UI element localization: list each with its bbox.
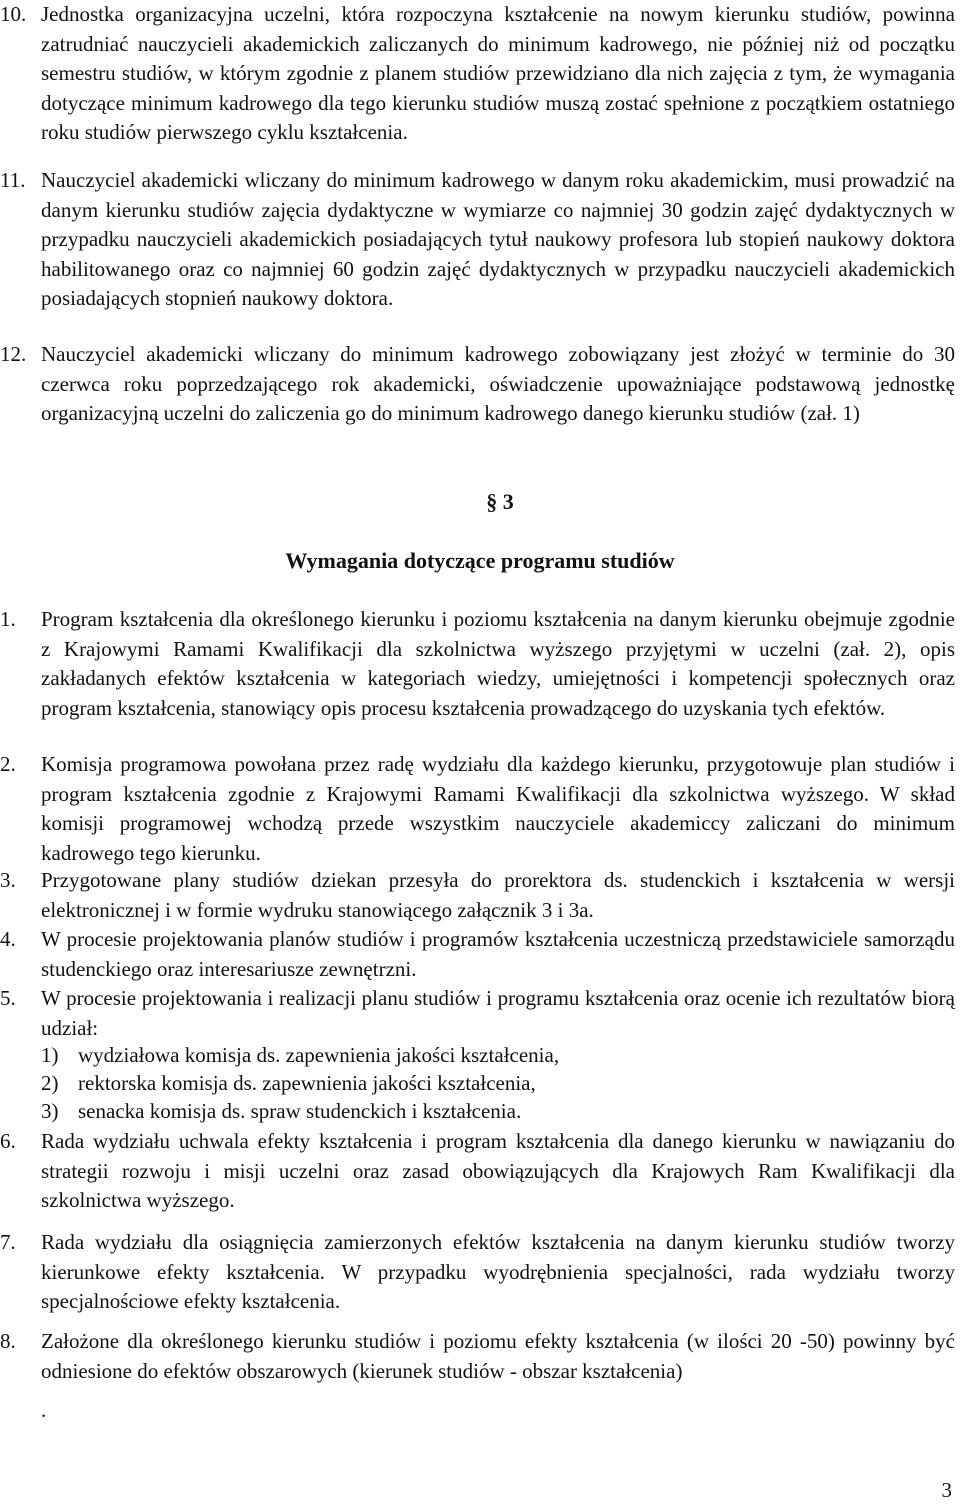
- item-number: 7.: [0, 1230, 16, 1254]
- list-item-2: [0, 750, 960, 868]
- item-text: W procesie projektowania i realizacji planu studiów i programu kształcenia oraz ocenie ich rezultatów biorą udział:: [41, 986, 955, 1040]
- list-item-1: [0, 605, 960, 723]
- sub-item-text: senacka komisja ds. spraw studenckich i kształcenia.: [78, 1099, 522, 1123]
- page-number: 3: [941, 1478, 952, 1502]
- list-item-7: [0, 1228, 960, 1317]
- sub-item-number: 3): [41, 1099, 59, 1123]
- list-item-10: [0, 0, 960, 148]
- section-number: § 3: [486, 489, 514, 514]
- item-number: 5.: [0, 986, 16, 1010]
- sub-list-item-3: [41, 1097, 941, 1127]
- sub-item-text: wydziałowa komisja ds. zapewnienia jakości kształcenia,: [78, 1043, 560, 1067]
- item-text: W procesie projektowania planów studiów i programów kształcenia uczestniczą przedstawiciele samorządu studenckiego oraz interesariusze zewnętrzni.: [41, 927, 955, 981]
- sub-item-number: 1): [41, 1043, 59, 1067]
- list-item-8: [0, 1327, 960, 1386]
- trailing-period: .: [41, 1398, 47, 1422]
- section-title: Wymagania dotyczące programu studiów: [285, 548, 675, 573]
- item-text: Przygotowane plany studiów dziekan przesyła do prorektora ds. studenckich i kształcenia w wersji elektronicznej i w formie wydruku stanowiącego załącznik 3 i 3a.: [41, 868, 955, 922]
- list-item-12: [0, 340, 960, 429]
- item-number: 11.: [0, 168, 26, 192]
- item-number: 8.: [0, 1329, 16, 1353]
- item-text: Nauczyciel akademicki wliczany do minimum kadrowego zobowiązany jest złożyć w terminie do 30 czerwca roku poprzedzającego rok akademicki, oświadczenie upoważniające podstawową jednostkę organizacyjną uczelni do zaliczenia go do minimum kadrowego danego kierunku studiów (zał. 1): [41, 342, 955, 426]
- list-item-4: [0, 925, 960, 984]
- sub-item-text: rektorska komisja ds. zapewnienia jakości kształcenia,: [78, 1071, 536, 1095]
- item-number: 10.: [0, 2, 27, 26]
- item-number: 4.: [0, 927, 16, 951]
- item-number: 3.: [0, 868, 16, 892]
- item-number: 12.: [0, 342, 27, 366]
- item-number: 1.: [0, 607, 16, 631]
- list-item-5: [0, 984, 960, 1043]
- item-text: Założone dla określonego kierunku studiów i poziomu efekty kształcenia (w ilości 20 -50) powinny być odniesione do efektów obszarowych (kierunek studiów - obszar kształcenia): [41, 1329, 955, 1383]
- item-text: Komisja programowa powołana przez radę wydziału dla każdego kierunku, przygotowuje plan studiów i program kształcenia zgodnie z Krajowymi Ramami Kwalifikacji dla szkolnictwa wyższego. W skład komisji programowej wchodzą przede wszystkim nauczyciele akademiccy zaliczani do minimum kadrowego tego kierunku.: [41, 752, 955, 865]
- item-number: 2.: [0, 752, 16, 776]
- item-text: Rada wydziału uchwala efekty kształcenia i program kształcenia dla danego kierunku w nawiązaniu do strategii rozwoju i misji uczelni oraz zasad obowiązujących dla Krajowych Ram Kwalifikacji dla szkolnictwa wyższego.: [41, 1129, 955, 1213]
- item-text: Nauczyciel akademicki wliczany do minimum kadrowego w danym roku akademickim, musi prowadzić na danym kierunku studiów zajęcia dydaktyczne w wymiarze co najmniej 30 godzin zajęć dydaktycznych w przypadku nauczycieli akademickich posiadających tytuł naukowy profesora lub stopień naukowy doktora habilitowanego oraz co najmniej 60 godzin zajęć dydaktycznych w przypadku nauczycieli akademickich posiadających stopnień naukowy doktora.: [41, 168, 955, 311]
- list-item-3: [0, 866, 960, 925]
- item-number: 6.: [0, 1129, 16, 1153]
- sub-item-number: 2): [41, 1071, 59, 1095]
- sub-list-item-2: [41, 1069, 941, 1099]
- item-text: Program kształcenia dla określonego kierunku i poziomu kształcenia na danym kierunku obejmuje zgodnie z Krajowymi Ramami Kwalifikacji dla szkolnictwa wyższego przyjętymi w uczelni (zał. 2), opis zakładanych efektów kształcenia w kategoriach wiedzy, umiejętności i kompetencji społecznych oraz program kształcenia, stanowiący opis procesu kształcenia prowadzącego do uzyskania tych efektów.: [41, 607, 955, 720]
- item-text: Rada wydziału dla osiągnięcia zamierzonych efektów kształcenia na danym kierunku studiów tworzy kierunkowe efekty kształcenia. W przypadku wyodrębnienia specjalności, rada wydziału tworzy specjalnościowe efekty kształcenia.: [41, 1230, 955, 1314]
- list-item-6: [0, 1127, 960, 1216]
- item-text: Jednostka organizacyjna uczelni, która rozpoczyna kształcenie na nowym kierunku studiów, powinna zatrudniać nauczycieli akademickich zaliczanych do minimum kadrowego, nie później niż od początku semestru studiów, w którym zgodnie z planem studiów przewidziano dla nich zajęcia z tym, że wymagania dotyczące minimum kadrowego dla tego kierunku studiów muszą zostać spełnione z początkiem ostatniego roku studiów pierwszego cyklu kształcenia.: [41, 2, 955, 145]
- sub-list-item-1: [41, 1041, 941, 1071]
- list-item-11: [0, 166, 960, 314]
